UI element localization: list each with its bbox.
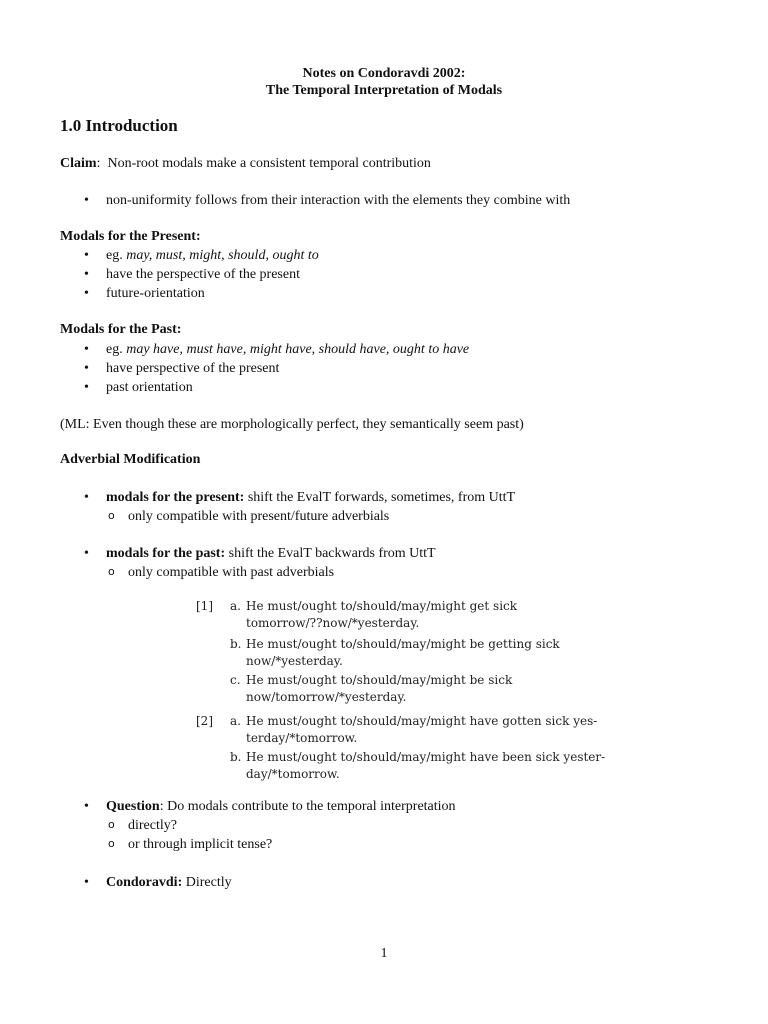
- condoravdi-label: Condoravdi:: [106, 875, 183, 890]
- adverbial-b2-sub-text: only compatible with past adverbials: [128, 565, 335, 580]
- document-title-line2: The Temporal Interpretation of Modals: [265, 83, 503, 98]
- example-1a-letter: a.: [230, 599, 241, 613]
- example-1-number: [1]: [196, 599, 213, 613]
- adverbial-b2-bold: modals for the past:: [106, 546, 226, 561]
- present-eg-label: eg.: [106, 248, 127, 263]
- bullet-icon: •: [84, 799, 89, 814]
- example-2a-letter: a.: [230, 714, 241, 728]
- bullet-icon: •: [84, 342, 89, 357]
- adverbial-bullet-2: [84, 544, 436, 563]
- adverbial-b2-text: shift the EvalT backwards from UttT: [225, 546, 436, 561]
- question-sub2-text: or through implicit tense?: [128, 837, 273, 852]
- example-1c-line1: He must/ought to/should/may/might be sick: [246, 673, 513, 687]
- adverbial-heading: Adverbial Modification: [60, 452, 201, 467]
- bullet-icon: •: [84, 286, 89, 301]
- question-sub-2: [108, 835, 273, 854]
- question-bullet: [84, 797, 456, 816]
- adverbial-b1-text: shift the EvalT forwards, sometimes, from UttT: [244, 490, 516, 505]
- example-1c-line2: now/tomorrow/*yesterday.: [246, 690, 407, 704]
- example-1b-line1: He must/ought to/should/may/might be getting sick: [246, 637, 560, 651]
- example-2-number: [2]: [196, 714, 213, 728]
- adverbial-sub-2: [108, 563, 335, 582]
- example-1a-line1: He must/ought to/should/may/might get sick: [246, 599, 518, 613]
- past-bullet-2: [84, 359, 280, 378]
- ml-note: (ML: Even though these are morphologically perfect, they semantically seem past): [60, 417, 524, 432]
- past-item2-text: have perspective of the present: [106, 361, 280, 376]
- adverbial-b1-bold: modals for the present:: [106, 490, 245, 505]
- past-bullet-3: [84, 378, 193, 397]
- past-heading: Modals for the Past:: [60, 322, 182, 337]
- sub-bullet-icon: o: [108, 509, 115, 522]
- claim-bullet: [84, 191, 571, 210]
- example-1b-letter: b.: [230, 637, 242, 651]
- condoravdi-bullet: [84, 873, 232, 892]
- past-eg-text: may have, must have, might have, should have, ought to have: [126, 342, 470, 357]
- bullet-icon: •: [84, 490, 89, 505]
- past-bullet-1: [84, 340, 470, 359]
- document-title-line1: Notes on Condoravdi 2002:: [302, 66, 466, 81]
- example-1b-line2: now/*yesterday.: [246, 654, 343, 668]
- bullet-icon: •: [84, 193, 89, 208]
- sub-bullet-icon: o: [108, 565, 115, 578]
- sub-bullet-icon: o: [108, 837, 115, 850]
- example-2a-line2: terday/*tomorrow.: [246, 731, 358, 745]
- present-item2-text: have the perspective of the present: [106, 267, 300, 282]
- page-number: 1: [380, 946, 388, 961]
- bullet-icon: •: [84, 267, 89, 282]
- example-1a-line2: tomorrow/??now/*yesterday.: [246, 616, 420, 630]
- condoravdi-text: Directly: [182, 875, 232, 890]
- present-bullet-1: [84, 246, 319, 265]
- adverbial-b1-sub-text: only compatible with present/future adverbials: [128, 509, 390, 524]
- adverbial-sub-1: [108, 507, 390, 526]
- claim-line: [60, 154, 431, 173]
- example-1c-letter: c.: [230, 673, 241, 687]
- bullet-icon: •: [84, 380, 89, 395]
- examples-block: [196, 598, 606, 788]
- bullet-icon: •: [84, 875, 89, 890]
- question-sub1-text: directly?: [128, 818, 177, 833]
- present-item3-text: future-orientation: [106, 286, 205, 301]
- bullet-icon: •: [84, 361, 89, 376]
- example-2b-line1: He must/ought to/should/may/might have been sick yester-: [246, 750, 606, 764]
- question-text: : Do modals contribute to the temporal interpretation: [159, 799, 456, 814]
- bullet-icon: •: [84, 248, 89, 263]
- sub-bullet-icon: o: [108, 818, 115, 831]
- claim-colon: :: [96, 156, 101, 171]
- claim-bullet-text: non-uniformity follows from their interaction with the elements they combine with: [106, 193, 571, 208]
- present-bullet-3: [84, 284, 205, 303]
- example-2b-line2: day/*tomorrow.: [246, 767, 340, 781]
- section-heading: 1.0 Introduction: [60, 116, 178, 135]
- present-heading: Modals for the Present:: [60, 229, 201, 244]
- example-2b-letter: b.: [230, 750, 242, 764]
- present-bullet-2: [84, 265, 300, 284]
- adverbial-bullet-1: [84, 488, 516, 507]
- example-2a-line1: He must/ought to/should/may/might have gotten sick yes-: [246, 714, 598, 728]
- past-item3-text: past orientation: [106, 380, 193, 395]
- past-eg-label: eg.: [106, 342, 127, 357]
- claim-text: Non-root modals make a consistent temporal contribution: [100, 156, 431, 171]
- bullet-icon: •: [84, 546, 89, 561]
- question-label: Question: [106, 799, 160, 814]
- claim-label: Claim: [60, 156, 97, 171]
- present-eg-text: may, must, might, should, ought to: [126, 248, 319, 263]
- question-sub-1: [108, 816, 177, 835]
